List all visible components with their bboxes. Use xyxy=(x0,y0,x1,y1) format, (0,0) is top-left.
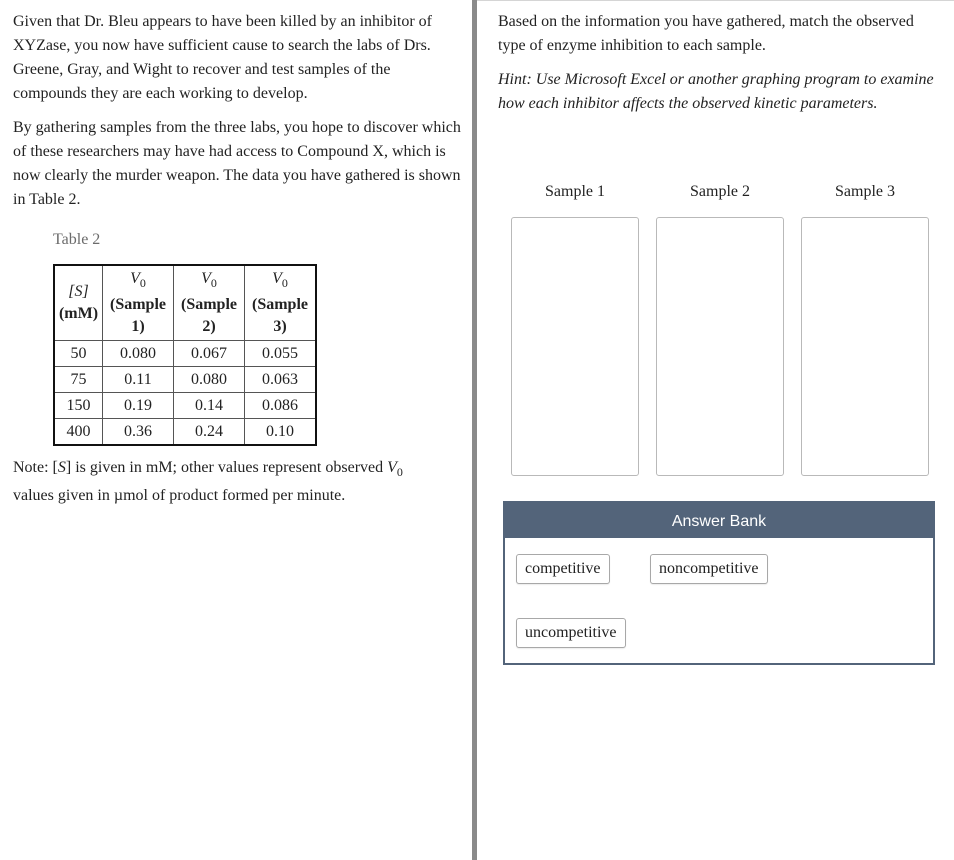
table-row xyxy=(54,341,316,367)
answer-bank xyxy=(503,501,935,665)
target-label-sample-1: Sample 1 xyxy=(545,183,605,200)
drop-target-sample-1[interactable] xyxy=(511,217,639,476)
header-sample-3 xyxy=(245,265,317,341)
table-cell: 0.14 xyxy=(174,393,245,419)
table-header-row xyxy=(54,265,316,341)
table-cell: 50 xyxy=(54,341,103,367)
table-cell: 0.055 xyxy=(245,341,317,367)
table-cell: 0.11 xyxy=(103,367,174,393)
answer-panel xyxy=(477,0,954,860)
table-cell: 0.10 xyxy=(245,419,317,446)
table-row xyxy=(54,419,316,446)
header-sample-1 xyxy=(103,265,174,341)
table-cell: 0.080 xyxy=(103,341,174,367)
table-row xyxy=(54,367,316,393)
header-sample-label: (Sample 2) xyxy=(181,296,237,336)
table-cell: 0.24 xyxy=(174,419,245,446)
problem-panel xyxy=(0,0,472,860)
table-cell: 150 xyxy=(54,393,103,419)
table-cell: 0.063 xyxy=(245,367,317,393)
table-cell: 0.19 xyxy=(103,393,174,419)
table-cell: 0.080 xyxy=(174,367,245,393)
answer-chip-uncompetitive[interactable]: uncompetitive xyxy=(516,618,626,648)
header-substrate-unit: (mM) xyxy=(58,305,99,322)
hint-text: Hint: Use Microsoft Excel or another graphing program to examine how each inhibitor affects the observed kinetic parameters. xyxy=(498,71,934,112)
table-row xyxy=(54,393,316,419)
table-cell: 0.36 xyxy=(103,419,174,446)
header-sample-2 xyxy=(174,265,245,341)
table-cell: 400 xyxy=(54,419,103,446)
header-v0-symbol: $V_0$ xyxy=(272,269,288,291)
target-label-sample-2: Sample 2 xyxy=(690,183,750,200)
table-cell: 0.067 xyxy=(174,341,245,367)
context-paragraph: By gathering samples from the three labs, you hope to discover which of these researchers may have had access to Compound X, which is now clearly the murder weapon. The data you have gathered is shown in Table 2. xyxy=(13,119,461,208)
header-substrate xyxy=(54,265,103,341)
table-cell: 0.086 xyxy=(245,393,317,419)
answer-chip-competitive[interactable]: competitive xyxy=(516,554,610,584)
header-v0-symbol: $V_0$ xyxy=(201,269,217,291)
target-label-sample-3: Sample 3 xyxy=(835,183,895,200)
answer-bank-title: Answer Bank xyxy=(505,503,933,538)
table-cell: 75 xyxy=(54,367,103,393)
header-v0-symbol: $V_0$ xyxy=(130,269,146,291)
kinetics-table xyxy=(53,264,317,446)
answer-chip-noncompetitive[interactable]: noncompetitive xyxy=(650,554,768,584)
header-sample-label: (Sample 3) xyxy=(252,296,308,336)
drop-target-sample-3[interactable] xyxy=(801,217,929,476)
table-note: Note: [S] is given in mM; other values represent observed $V_0$ values given in µmol of product formed per minute. xyxy=(13,459,403,505)
header-substrate-symbol: [S] xyxy=(68,283,89,300)
instruction-text: Based on the information you have gathered, match the observed type of enzyme inhibition to each sample. xyxy=(498,13,914,54)
drop-target-sample-2[interactable] xyxy=(656,217,784,476)
header-sample-label: (Sample 1) xyxy=(110,296,166,336)
intro-paragraph: Given that Dr. Bleu appears to have been killed by an inhibitor of XYZase, you now have sufficient cause to search the labs of Drs. Greene, Gray, and Wight to recover and test samples of the compounds they are each working to develop. xyxy=(13,13,432,102)
table-caption: Table 2 xyxy=(53,231,101,248)
